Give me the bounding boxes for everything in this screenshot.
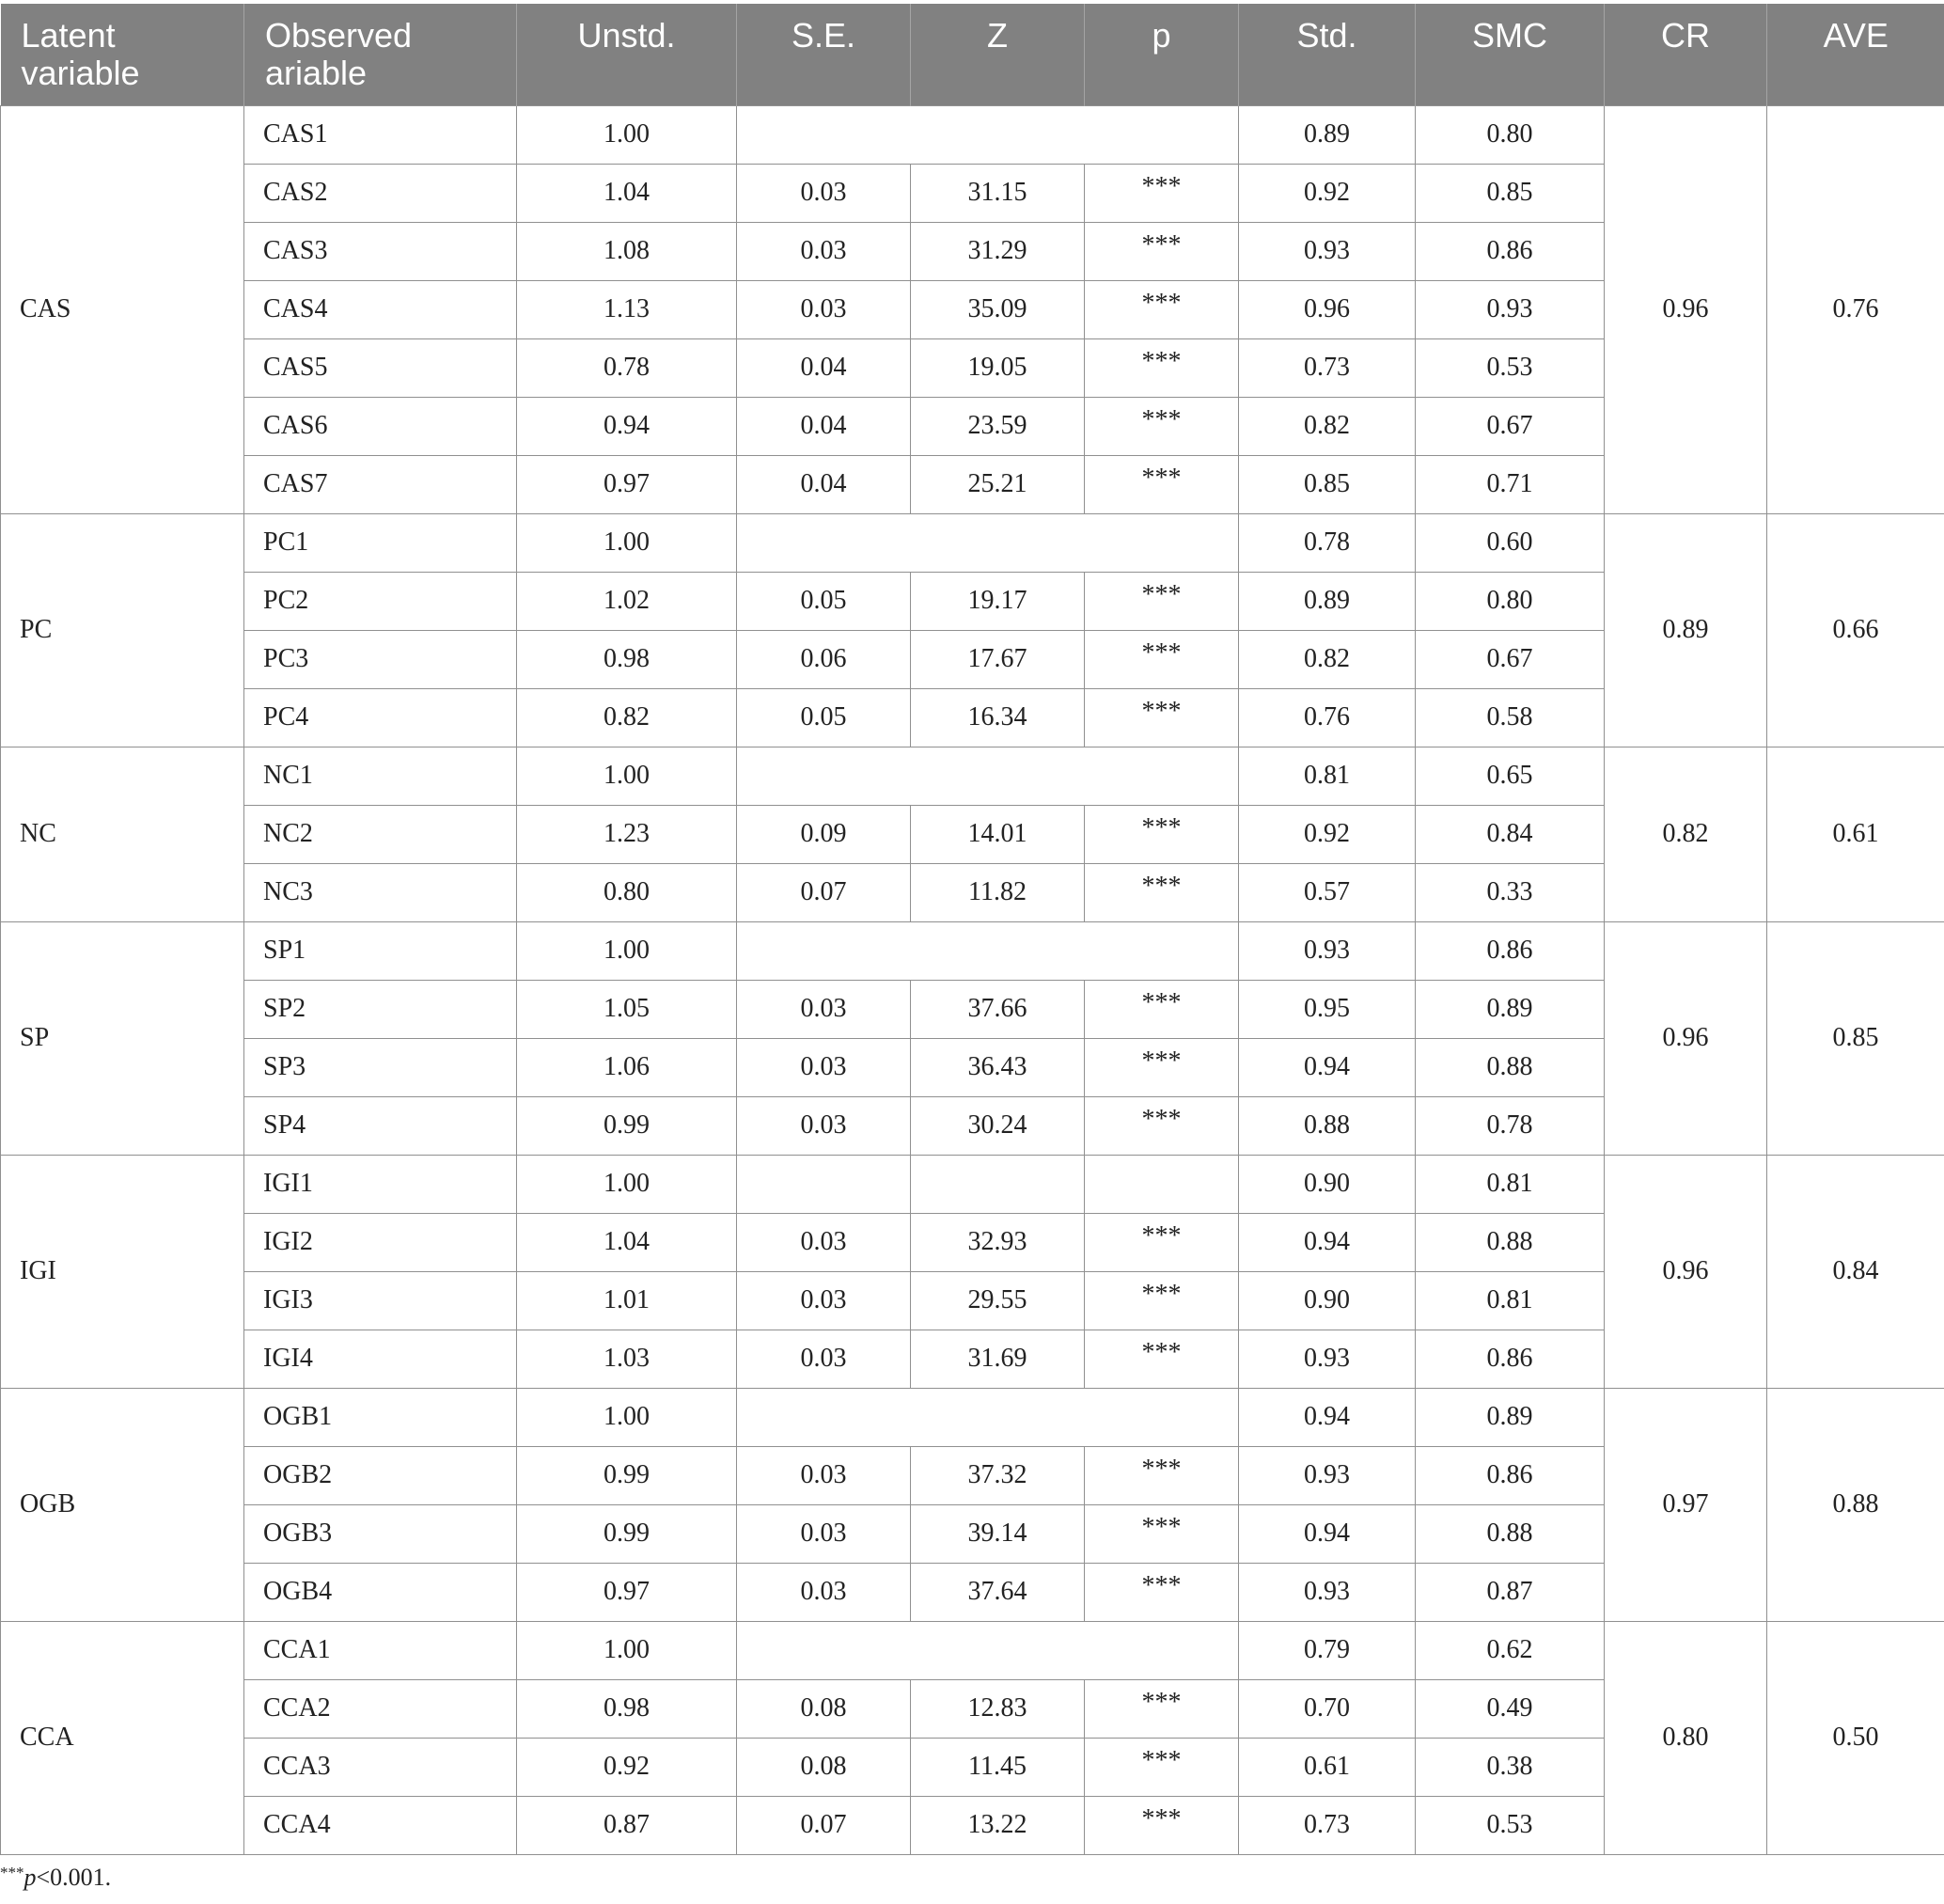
header-observed-variable: Observed ariable: [244, 4, 517, 105]
observed-variable-cell: SP1: [244, 921, 517, 980]
unstd-cell: 0.94: [517, 397, 737, 455]
p-cell: ***: [1085, 1504, 1239, 1563]
footnote-threshold: <0.001.: [36, 1864, 112, 1891]
z-cell: 16.34: [911, 688, 1085, 747]
se-cell: 0.07: [737, 1796, 911, 1854]
table-row: [1, 1155, 1944, 1213]
unstd-cell: 1.00: [517, 921, 737, 980]
unstd-cell: 1.04: [517, 164, 737, 222]
std-cell: 0.93: [1239, 921, 1416, 980]
p-cell: ***: [1085, 805, 1239, 863]
z-cell: 13.22: [911, 1796, 1085, 1854]
z-cell: 37.64: [911, 1563, 1085, 1621]
ave-cell: 0.61: [1767, 747, 1944, 921]
smc-cell: 0.84: [1416, 805, 1605, 863]
observed-variable-cell: PC3: [244, 630, 517, 688]
smc-cell: 0.58: [1416, 688, 1605, 747]
smc-cell: 0.89: [1416, 980, 1605, 1038]
p-cell: ***: [1085, 1038, 1239, 1096]
smc-cell: 0.89: [1416, 1388, 1605, 1446]
ave-cell: 0.85: [1767, 921, 1944, 1155]
z-cell: 11.82: [911, 863, 1085, 921]
smc-cell: 0.88: [1416, 1038, 1605, 1096]
cr-cell: 0.82: [1605, 747, 1767, 921]
p-cell: ***: [1085, 980, 1239, 1038]
se-cell: 0.04: [737, 338, 911, 397]
se-cell: 0.08: [737, 1738, 911, 1796]
unstd-cell: 0.99: [517, 1446, 737, 1504]
std-cell: 0.76: [1239, 688, 1416, 747]
observed-variable-cell: PC4: [244, 688, 517, 747]
empty-estimate-cell: [737, 921, 1239, 980]
empty-estimate-cell: [737, 513, 1239, 572]
cr-cell: 0.97: [1605, 1388, 1767, 1621]
unstd-cell: 1.13: [517, 280, 737, 338]
std-cell: 0.78: [1239, 513, 1416, 572]
se-cell: 0.03: [737, 980, 911, 1038]
se-cell: [737, 1155, 911, 1213]
se-cell: 0.03: [737, 222, 911, 280]
z-cell: 31.69: [911, 1330, 1085, 1388]
smc-cell: 0.81: [1416, 1155, 1605, 1213]
se-cell: 0.08: [737, 1679, 911, 1738]
smc-cell: 0.87: [1416, 1563, 1605, 1621]
se-cell: 0.03: [737, 1563, 911, 1621]
unstd-cell: 1.00: [517, 105, 737, 164]
std-cell: 0.88: [1239, 1096, 1416, 1155]
p-cell: ***: [1085, 1330, 1239, 1388]
observed-variable-cell: CAS4: [244, 280, 517, 338]
observed-variable-cell: PC1: [244, 513, 517, 572]
smc-cell: 0.38: [1416, 1738, 1605, 1796]
se-cell: 0.04: [737, 397, 911, 455]
table-row: [1, 105, 1944, 164]
observed-variable-cell: CAS2: [244, 164, 517, 222]
z-cell: 39.14: [911, 1504, 1085, 1563]
z-cell: [911, 1155, 1085, 1213]
unstd-cell: 1.00: [517, 1388, 737, 1446]
p-cell: ***: [1085, 1796, 1239, 1854]
unstd-cell: 0.80: [517, 863, 737, 921]
std-cell: 0.82: [1239, 630, 1416, 688]
latent-variable-cell: OGB: [1, 1388, 244, 1621]
std-cell: 0.94: [1239, 1038, 1416, 1096]
observed-variable-cell: CCA3: [244, 1738, 517, 1796]
z-cell: 19.05: [911, 338, 1085, 397]
se-cell: 0.07: [737, 863, 911, 921]
observed-variable-cell: IGI3: [244, 1271, 517, 1330]
smc-cell: 0.86: [1416, 1446, 1605, 1504]
se-cell: 0.03: [737, 1271, 911, 1330]
unstd-cell: 0.99: [517, 1096, 737, 1155]
p-cell: ***: [1085, 688, 1239, 747]
observed-variable-cell: NC2: [244, 805, 517, 863]
se-cell: 0.09: [737, 805, 911, 863]
observed-variable-cell: CCA4: [244, 1796, 517, 1854]
p-cell: ***: [1085, 164, 1239, 222]
std-cell: 0.92: [1239, 805, 1416, 863]
unstd-cell: 1.23: [517, 805, 737, 863]
se-cell: 0.03: [737, 1096, 911, 1155]
unstd-cell: 1.00: [517, 1621, 737, 1679]
observed-variable-cell: OGB1: [244, 1388, 517, 1446]
unstd-cell: 0.78: [517, 338, 737, 397]
factor-loadings-table: [0, 4, 1944, 1855]
unstd-cell: 0.92: [517, 1738, 737, 1796]
latent-variable-cell: IGI: [1, 1155, 244, 1388]
cr-cell: 0.89: [1605, 513, 1767, 747]
smc-cell: 0.81: [1416, 1271, 1605, 1330]
unstd-cell: 1.01: [517, 1271, 737, 1330]
header-smc: SMC: [1416, 4, 1605, 105]
smc-cell: 0.67: [1416, 397, 1605, 455]
observed-variable-cell: CAS7: [244, 455, 517, 513]
unstd-cell: 1.08: [517, 222, 737, 280]
std-cell: 0.81: [1239, 747, 1416, 805]
unstd-cell: 1.02: [517, 572, 737, 630]
std-cell: 0.94: [1239, 1388, 1416, 1446]
observed-variable-cell: CCA2: [244, 1679, 517, 1738]
cr-cell: 0.96: [1605, 105, 1767, 513]
observed-variable-cell: SP4: [244, 1096, 517, 1155]
header-se: S.E.: [737, 4, 911, 105]
se-cell: 0.03: [737, 1330, 911, 1388]
se-cell: 0.05: [737, 572, 911, 630]
smc-cell: 0.80: [1416, 572, 1605, 630]
table-row: [1, 747, 1944, 805]
p-cell: ***: [1085, 1563, 1239, 1621]
latent-variable-cell: CCA: [1, 1621, 244, 1854]
std-cell: 0.85: [1239, 455, 1416, 513]
std-cell: 0.93: [1239, 222, 1416, 280]
se-cell: 0.06: [737, 630, 911, 688]
z-cell: 25.21: [911, 455, 1085, 513]
header-unstd: Unstd.: [517, 4, 737, 105]
observed-variable-cell: OGB2: [244, 1446, 517, 1504]
table-row: [1, 513, 1944, 572]
header-cr: CR: [1605, 4, 1767, 105]
z-cell: 19.17: [911, 572, 1085, 630]
table-body: [1, 105, 1944, 1854]
p-cell: ***: [1085, 222, 1239, 280]
smc-cell: 0.88: [1416, 1504, 1605, 1563]
unstd-cell: 1.00: [517, 513, 737, 572]
ave-cell: 0.84: [1767, 1155, 1944, 1388]
smc-cell: 0.53: [1416, 1796, 1605, 1854]
z-cell: 11.45: [911, 1738, 1085, 1796]
std-cell: 0.90: [1239, 1155, 1416, 1213]
se-cell: 0.03: [737, 1446, 911, 1504]
unstd-cell: 1.06: [517, 1038, 737, 1096]
cr-cell: 0.80: [1605, 1621, 1767, 1854]
smc-cell: 0.62: [1416, 1621, 1605, 1679]
smc-cell: 0.65: [1416, 747, 1605, 805]
se-cell: 0.03: [737, 1504, 911, 1563]
smc-cell: 0.67: [1416, 630, 1605, 688]
std-cell: 0.89: [1239, 572, 1416, 630]
z-cell: 17.67: [911, 630, 1085, 688]
observed-variable-cell: IGI1: [244, 1155, 517, 1213]
smc-cell: 0.49: [1416, 1679, 1605, 1738]
p-cell: ***: [1085, 630, 1239, 688]
p-cell: ***: [1085, 1738, 1239, 1796]
p-cell: ***: [1085, 572, 1239, 630]
table-row: [1, 1621, 1944, 1679]
z-cell: 30.24: [911, 1096, 1085, 1155]
z-cell: 35.09: [911, 280, 1085, 338]
std-cell: 0.73: [1239, 1796, 1416, 1854]
z-cell: 12.83: [911, 1679, 1085, 1738]
empty-estimate-cell: [737, 105, 1239, 164]
observed-variable-cell: IGI2: [244, 1213, 517, 1271]
z-cell: 32.93: [911, 1213, 1085, 1271]
std-cell: 0.94: [1239, 1504, 1416, 1563]
std-cell: 0.93: [1239, 1446, 1416, 1504]
std-cell: 0.73: [1239, 338, 1416, 397]
footnote-significance-marker: ***: [0, 1864, 24, 1881]
unstd-cell: 0.98: [517, 630, 737, 688]
se-cell: 0.04: [737, 455, 911, 513]
unstd-cell: 0.87: [517, 1796, 737, 1854]
observed-variable-cell: IGI4: [244, 1330, 517, 1388]
empty-estimate-cell: [737, 1388, 1239, 1446]
observed-variable-cell: NC1: [244, 747, 517, 805]
latent-variable-cell: NC: [1, 747, 244, 921]
smc-cell: 0.88: [1416, 1213, 1605, 1271]
smc-cell: 0.53: [1416, 338, 1605, 397]
std-cell: 0.89: [1239, 105, 1416, 164]
se-cell: 0.05: [737, 688, 911, 747]
unstd-cell: 1.04: [517, 1213, 737, 1271]
p-cell: ***: [1085, 1213, 1239, 1271]
std-cell: 0.93: [1239, 1330, 1416, 1388]
z-cell: 37.32: [911, 1446, 1085, 1504]
p-cell: ***: [1085, 280, 1239, 338]
ave-cell: 0.66: [1767, 513, 1944, 747]
ave-cell: 0.88: [1767, 1388, 1944, 1621]
observed-variable-cell: CAS6: [244, 397, 517, 455]
ave-cell: 0.76: [1767, 105, 1944, 513]
se-cell: 0.03: [737, 1213, 911, 1271]
latent-variable-cell: SP: [1, 921, 244, 1155]
smc-cell: 0.80: [1416, 105, 1605, 164]
observed-variable-cell: NC3: [244, 863, 517, 921]
observed-variable-cell: SP3: [244, 1038, 517, 1096]
table-footnote: [0, 1864, 111, 1892]
smc-cell: 0.60: [1416, 513, 1605, 572]
z-cell: 31.29: [911, 222, 1085, 280]
unstd-cell: 0.98: [517, 1679, 737, 1738]
header-std: Std.: [1239, 4, 1416, 105]
p-cell: ***: [1085, 863, 1239, 921]
z-cell: 29.55: [911, 1271, 1085, 1330]
p-cell: ***: [1085, 1446, 1239, 1504]
empty-estimate-cell: [737, 747, 1239, 805]
p-cell: [1085, 1155, 1239, 1213]
latent-variable-cell: CAS: [1, 105, 244, 513]
p-cell: ***: [1085, 1096, 1239, 1155]
header-ave: AVE: [1767, 4, 1944, 105]
se-cell: 0.03: [737, 164, 911, 222]
unstd-cell: 0.99: [517, 1504, 737, 1563]
std-cell: 0.70: [1239, 1679, 1416, 1738]
smc-cell: 0.93: [1416, 280, 1605, 338]
observed-variable-cell: SP2: [244, 980, 517, 1038]
unstd-cell: 1.00: [517, 1155, 737, 1213]
cr-cell: 0.96: [1605, 921, 1767, 1155]
p-cell: ***: [1085, 1679, 1239, 1738]
smc-cell: 0.33: [1416, 863, 1605, 921]
p-cell: ***: [1085, 397, 1239, 455]
unstd-cell: 0.97: [517, 455, 737, 513]
empty-estimate-cell: [737, 1621, 1239, 1679]
se-cell: 0.03: [737, 1038, 911, 1096]
observed-variable-cell: PC2: [244, 572, 517, 630]
std-cell: 0.57: [1239, 863, 1416, 921]
smc-cell: 0.78: [1416, 1096, 1605, 1155]
p-cell: ***: [1085, 455, 1239, 513]
observed-variable-cell: CAS3: [244, 222, 517, 280]
unstd-cell: 0.82: [517, 688, 737, 747]
observed-variable-cell: OGB4: [244, 1563, 517, 1621]
observed-variable-cell: CAS1: [244, 105, 517, 164]
z-cell: 36.43: [911, 1038, 1085, 1096]
std-cell: 0.90: [1239, 1271, 1416, 1330]
footnote-p-symbol: p: [24, 1864, 37, 1891]
smc-cell: 0.86: [1416, 1330, 1605, 1388]
se-cell: 0.03: [737, 280, 911, 338]
unstd-cell: 0.97: [517, 1563, 737, 1621]
observed-variable-cell: OGB3: [244, 1504, 517, 1563]
latent-variable-cell: PC: [1, 513, 244, 747]
unstd-cell: 1.00: [517, 747, 737, 805]
unstd-cell: 1.05: [517, 980, 737, 1038]
header-z: Z: [911, 4, 1085, 105]
p-cell: ***: [1085, 338, 1239, 397]
smc-cell: 0.86: [1416, 921, 1605, 980]
header-latent-variable: Latent variable: [1, 4, 244, 105]
z-cell: 37.66: [911, 980, 1085, 1038]
std-cell: 0.92: [1239, 164, 1416, 222]
header-row: [1, 4, 1944, 105]
ave-cell: 0.50: [1767, 1621, 1944, 1854]
table-row: [1, 921, 1944, 980]
smc-cell: 0.86: [1416, 222, 1605, 280]
p-cell: ***: [1085, 1271, 1239, 1330]
z-cell: 31.15: [911, 164, 1085, 222]
cr-cell: 0.96: [1605, 1155, 1767, 1388]
unstd-cell: 1.03: [517, 1330, 737, 1388]
std-cell: 0.93: [1239, 1563, 1416, 1621]
smc-cell: 0.85: [1416, 164, 1605, 222]
observed-variable-cell: CAS5: [244, 338, 517, 397]
std-cell: 0.94: [1239, 1213, 1416, 1271]
z-cell: 23.59: [911, 397, 1085, 455]
smc-cell: 0.71: [1416, 455, 1605, 513]
std-cell: 0.61: [1239, 1738, 1416, 1796]
std-cell: 0.95: [1239, 980, 1416, 1038]
z-cell: 14.01: [911, 805, 1085, 863]
std-cell: 0.82: [1239, 397, 1416, 455]
header-p: p: [1085, 4, 1239, 105]
std-cell: 0.79: [1239, 1621, 1416, 1679]
table-row: [1, 1388, 1944, 1446]
std-cell: 0.96: [1239, 280, 1416, 338]
observed-variable-cell: CCA1: [244, 1621, 517, 1679]
